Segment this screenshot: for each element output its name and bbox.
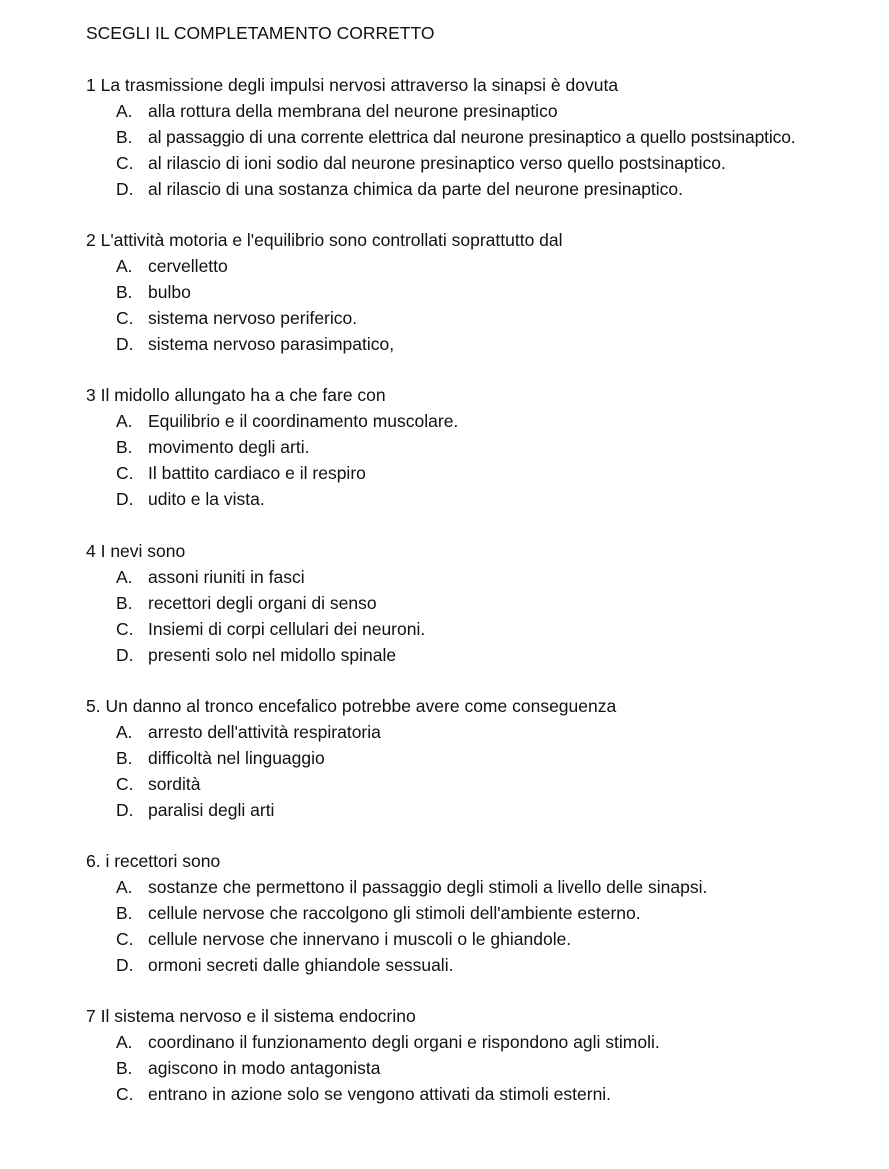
option-b (86, 1055, 660, 1081)
option-letter: D. (116, 645, 134, 665)
option-a (86, 719, 616, 745)
option-a (86, 874, 707, 900)
option-text: agiscono in modo antagonista (148, 1058, 381, 1078)
option-d (86, 331, 563, 357)
option-list (86, 98, 796, 202)
option-letter: A. (116, 101, 133, 121)
option-letter: C. (116, 153, 134, 173)
option-letter: B. (116, 127, 133, 147)
option-text: sordità (148, 774, 201, 794)
question-text: 2 L'attività motoria e l'equilibrio sono controllati soprattutto dal (86, 230, 563, 250)
option-b (86, 590, 425, 616)
option-a (86, 1029, 660, 1055)
option-list (86, 874, 707, 978)
option-text: assoni riuniti in fasci (148, 567, 305, 587)
question-text: 6. i recettori sono (86, 851, 221, 871)
option-letter: A. (116, 1032, 133, 1052)
option-b (86, 124, 796, 150)
question-4 (86, 538, 425, 668)
option-letter: A. (116, 567, 133, 587)
option-text: paralisi degli arti (148, 800, 275, 820)
option-list (86, 564, 425, 668)
option-letter: A. (116, 877, 133, 897)
option-letter: B. (116, 748, 133, 768)
option-b (86, 745, 616, 771)
question-text: 3 Il midollo allungato ha a che fare con (86, 385, 386, 405)
option-letter: C. (116, 1084, 134, 1104)
option-text: cellule nervose che raccolgono gli stimoli dell'ambiente esterno. (148, 903, 641, 923)
page-title: SCEGLI IL COMPLETAMENTO CORRETTO (86, 23, 435, 43)
option-list (86, 408, 458, 512)
option-text: al rilascio di ioni sodio dal neurone presinaptico verso quello postsinaptico. (148, 153, 726, 173)
option-letter: C. (116, 463, 134, 483)
option-letter: C. (116, 308, 134, 328)
question-text: 1 La trasmissione degli impulsi nervosi attraverso la sinapsi è dovuta (86, 75, 619, 95)
option-text: coordinano il funzionamento degli organi e rispondono agli stimoli. (148, 1032, 660, 1052)
option-letter: C. (116, 929, 134, 949)
question-5 (86, 693, 616, 823)
question-text: 4 I nevi sono (86, 541, 186, 561)
option-text: alla rottura della membrana del neurone presinaptico (148, 101, 558, 121)
option-text: arresto dell'attività respiratoria (148, 722, 381, 742)
option-a (86, 564, 425, 590)
option-text: entrano in azione solo se vengono attivati da stimoli esterni. (148, 1084, 612, 1104)
option-list (86, 719, 616, 823)
option-a (86, 408, 458, 434)
option-b (86, 900, 707, 926)
option-letter: D. (116, 179, 134, 199)
option-letter: D. (116, 334, 134, 354)
option-c (86, 150, 796, 176)
option-d (86, 952, 707, 978)
option-a (86, 253, 563, 279)
option-d (86, 486, 458, 512)
option-c (86, 616, 425, 642)
question-3 (86, 382, 458, 512)
option-text: difficoltà nel linguaggio (148, 748, 325, 768)
option-letter: C. (116, 619, 134, 639)
option-c (86, 926, 707, 952)
option-letter: B. (116, 282, 133, 302)
option-text: cellule nervose che innervano i muscoli o le ghiandole. (148, 929, 572, 949)
option-list (86, 1029, 660, 1107)
option-letter: D. (116, 955, 134, 975)
option-text: bulbo (148, 282, 191, 302)
option-text: udito e la vista. (148, 489, 265, 509)
option-text: sistema nervoso parasimpatico, (148, 334, 395, 354)
question-6 (86, 848, 707, 978)
option-text: presenti solo nel midollo spinale (148, 645, 397, 665)
question-1 (86, 72, 796, 202)
option-text: al rilascio di una sostanza chimica da parte del neurone presinaptico. (148, 179, 684, 199)
option-text: ormoni secreti dalle ghiandole sessuali. (148, 955, 454, 975)
option-letter: A. (116, 256, 133, 276)
option-text: cervelletto (148, 256, 228, 276)
option-c (86, 460, 458, 486)
option-b (86, 279, 563, 305)
option-c (86, 305, 563, 331)
question-text: 7 Il sistema nervoso e il sistema endocrino (86, 1006, 416, 1026)
option-letter: B. (116, 437, 133, 457)
option-text: movimento degli arti. (148, 437, 310, 457)
option-letter: B. (116, 1058, 133, 1078)
option-letter: D. (116, 800, 134, 820)
option-letter: A. (116, 411, 133, 431)
option-text: recettori degli organi di senso (148, 593, 377, 613)
question-text: 5. Un danno al tronco encefalico potrebbe avere come conseguenza (86, 696, 617, 716)
option-letter: B. (116, 593, 133, 613)
option-text: Il battito cardiaco e il respiro (148, 463, 366, 483)
option-b (86, 434, 458, 460)
option-text: sostanze che permettono il passaggio degli stimoli a livello delle sinapsi. (148, 877, 708, 897)
option-text: al passaggio di una corrente elettrica dal neurone presinaptico a quello postsinaptico. (148, 127, 796, 147)
option-letter: A. (116, 722, 133, 742)
option-d (86, 642, 425, 668)
option-letter: B. (116, 903, 133, 923)
option-letter: D. (116, 489, 134, 509)
option-c (86, 1081, 660, 1107)
option-d (86, 176, 796, 202)
option-c (86, 771, 616, 797)
option-d (86, 797, 616, 823)
option-text: Insiemi di corpi cellulari dei neuroni. (148, 619, 426, 639)
question-2 (86, 227, 563, 357)
option-text: Equilibrio e il coordinamento muscolare. (148, 411, 459, 431)
option-list (86, 253, 563, 357)
option-a (86, 98, 796, 124)
question-7 (86, 1003, 660, 1107)
option-text: sistema nervoso periferico. (148, 308, 358, 328)
option-letter: C. (116, 774, 134, 794)
